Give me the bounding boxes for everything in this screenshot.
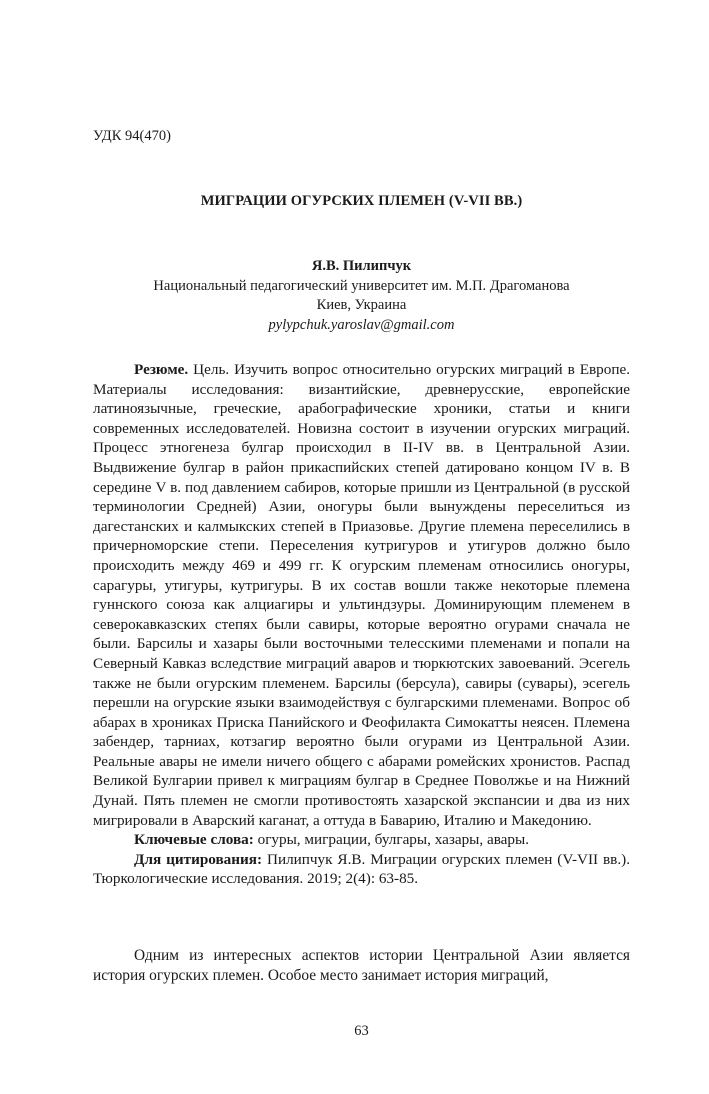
abstract-paragraph [93,360,630,830]
abstract-label: Резюме. [134,361,189,378]
author-location: Киев, Украина [316,297,407,313]
keywords-paragraph [93,830,630,850]
author-affiliation: Национальный педагогический университет им. М.П. Драгоманова [153,277,570,294]
page-number: 63 [354,1023,369,1039]
udk-code: УДК 94(470) [93,128,171,144]
citation-text: Пилипчук Я.В. Миграции огурских племен (V-VII вв.). Тюркологические исследования. 2019; 2(4): 63-85. [93,850,630,888]
abstract-section [93,360,630,889]
author-block [93,257,630,335]
body-text [93,946,630,986]
keywords-label: Ключевые слова: [134,831,254,849]
citation-label: Для цитирования: [134,850,263,868]
citation-paragraph [93,850,630,889]
author-email: pylypchuk.yaroslav@gmail.com [268,316,455,333]
keywords-text: огуры, миграции, булгары, хазары, авары. [253,831,530,849]
author-name: Я.В. Пилипчук [311,258,412,274]
article-title: МИГРАЦИИ ОГУРСКИХ ПЛЕМЕН (V-VII ВВ.) [200,193,523,209]
abstract-text: Цель. Изучить вопрос относительно огурских миграций в Европе. Материалы исследования: византийские, древнерусские, европейские латиноязычные, греческие, арабографические хроники, статьи и книги современных исследователей. Новизна состоит в изучении огурских миграций. Процесс этногенеза булгар происходил в II-IV вв. в Центральной Азии. Выдвижение булгар в район прикаспийских степей датировано концом IV в. В середине V в. под давлением сабиров, которые пришли из Центральной (в русской терминологии Средней) Азии, оногуры были вынуждены переселиться из дагестанских и калмыкских степей в Приазовье. Другие племена переселились в причерноморские степи. Переселения кутригуров и утигуров должно было происходить между 469 и 499 гг. К огурским племенам относились оногуры, сарагуры, утигуры, кутригуры. В их состав вошли также некоторые племена гуннского союза как алциагиры и ультиндзуры. Доминирующим племенем в северокавказских степях были савиры, которые вероятно огурами сначала не были. Барсилы и хазары были восточными телесскими племенами и попали на Северный Кавказ вследствие миграций аваров и тюркютских завоеваний. Эсегель также не были огурским племенем. Барсилы (берсула), савиры (сувары), эсегель перешли на огурские языки взаимодействуя с булгарскими племенами. Вопрос об абарах в хрониках Приска Панийского и Феофилакта Симокатты неясен. Племена забендер, тарниах, котзагир вероятно были огурами из Центральной Азии. Реальные авары не имели ничего общего с абарами ромейских хронистов. Распад Великой Булгарии привел к миграциям булгар в Среднее Поволжье и на Нижний Дунай. Пять племен не смогли противостоять хазарской экспансии и два из них мигрировали в Аварский каганат, а оттуда в Баварию, Италию и Македонию. [93,361,630,829]
intro-paragraph: Одним из интересных аспектов истории Центральной Азии является история огурских племен. Особое место занимает история миграций, [93,947,630,984]
